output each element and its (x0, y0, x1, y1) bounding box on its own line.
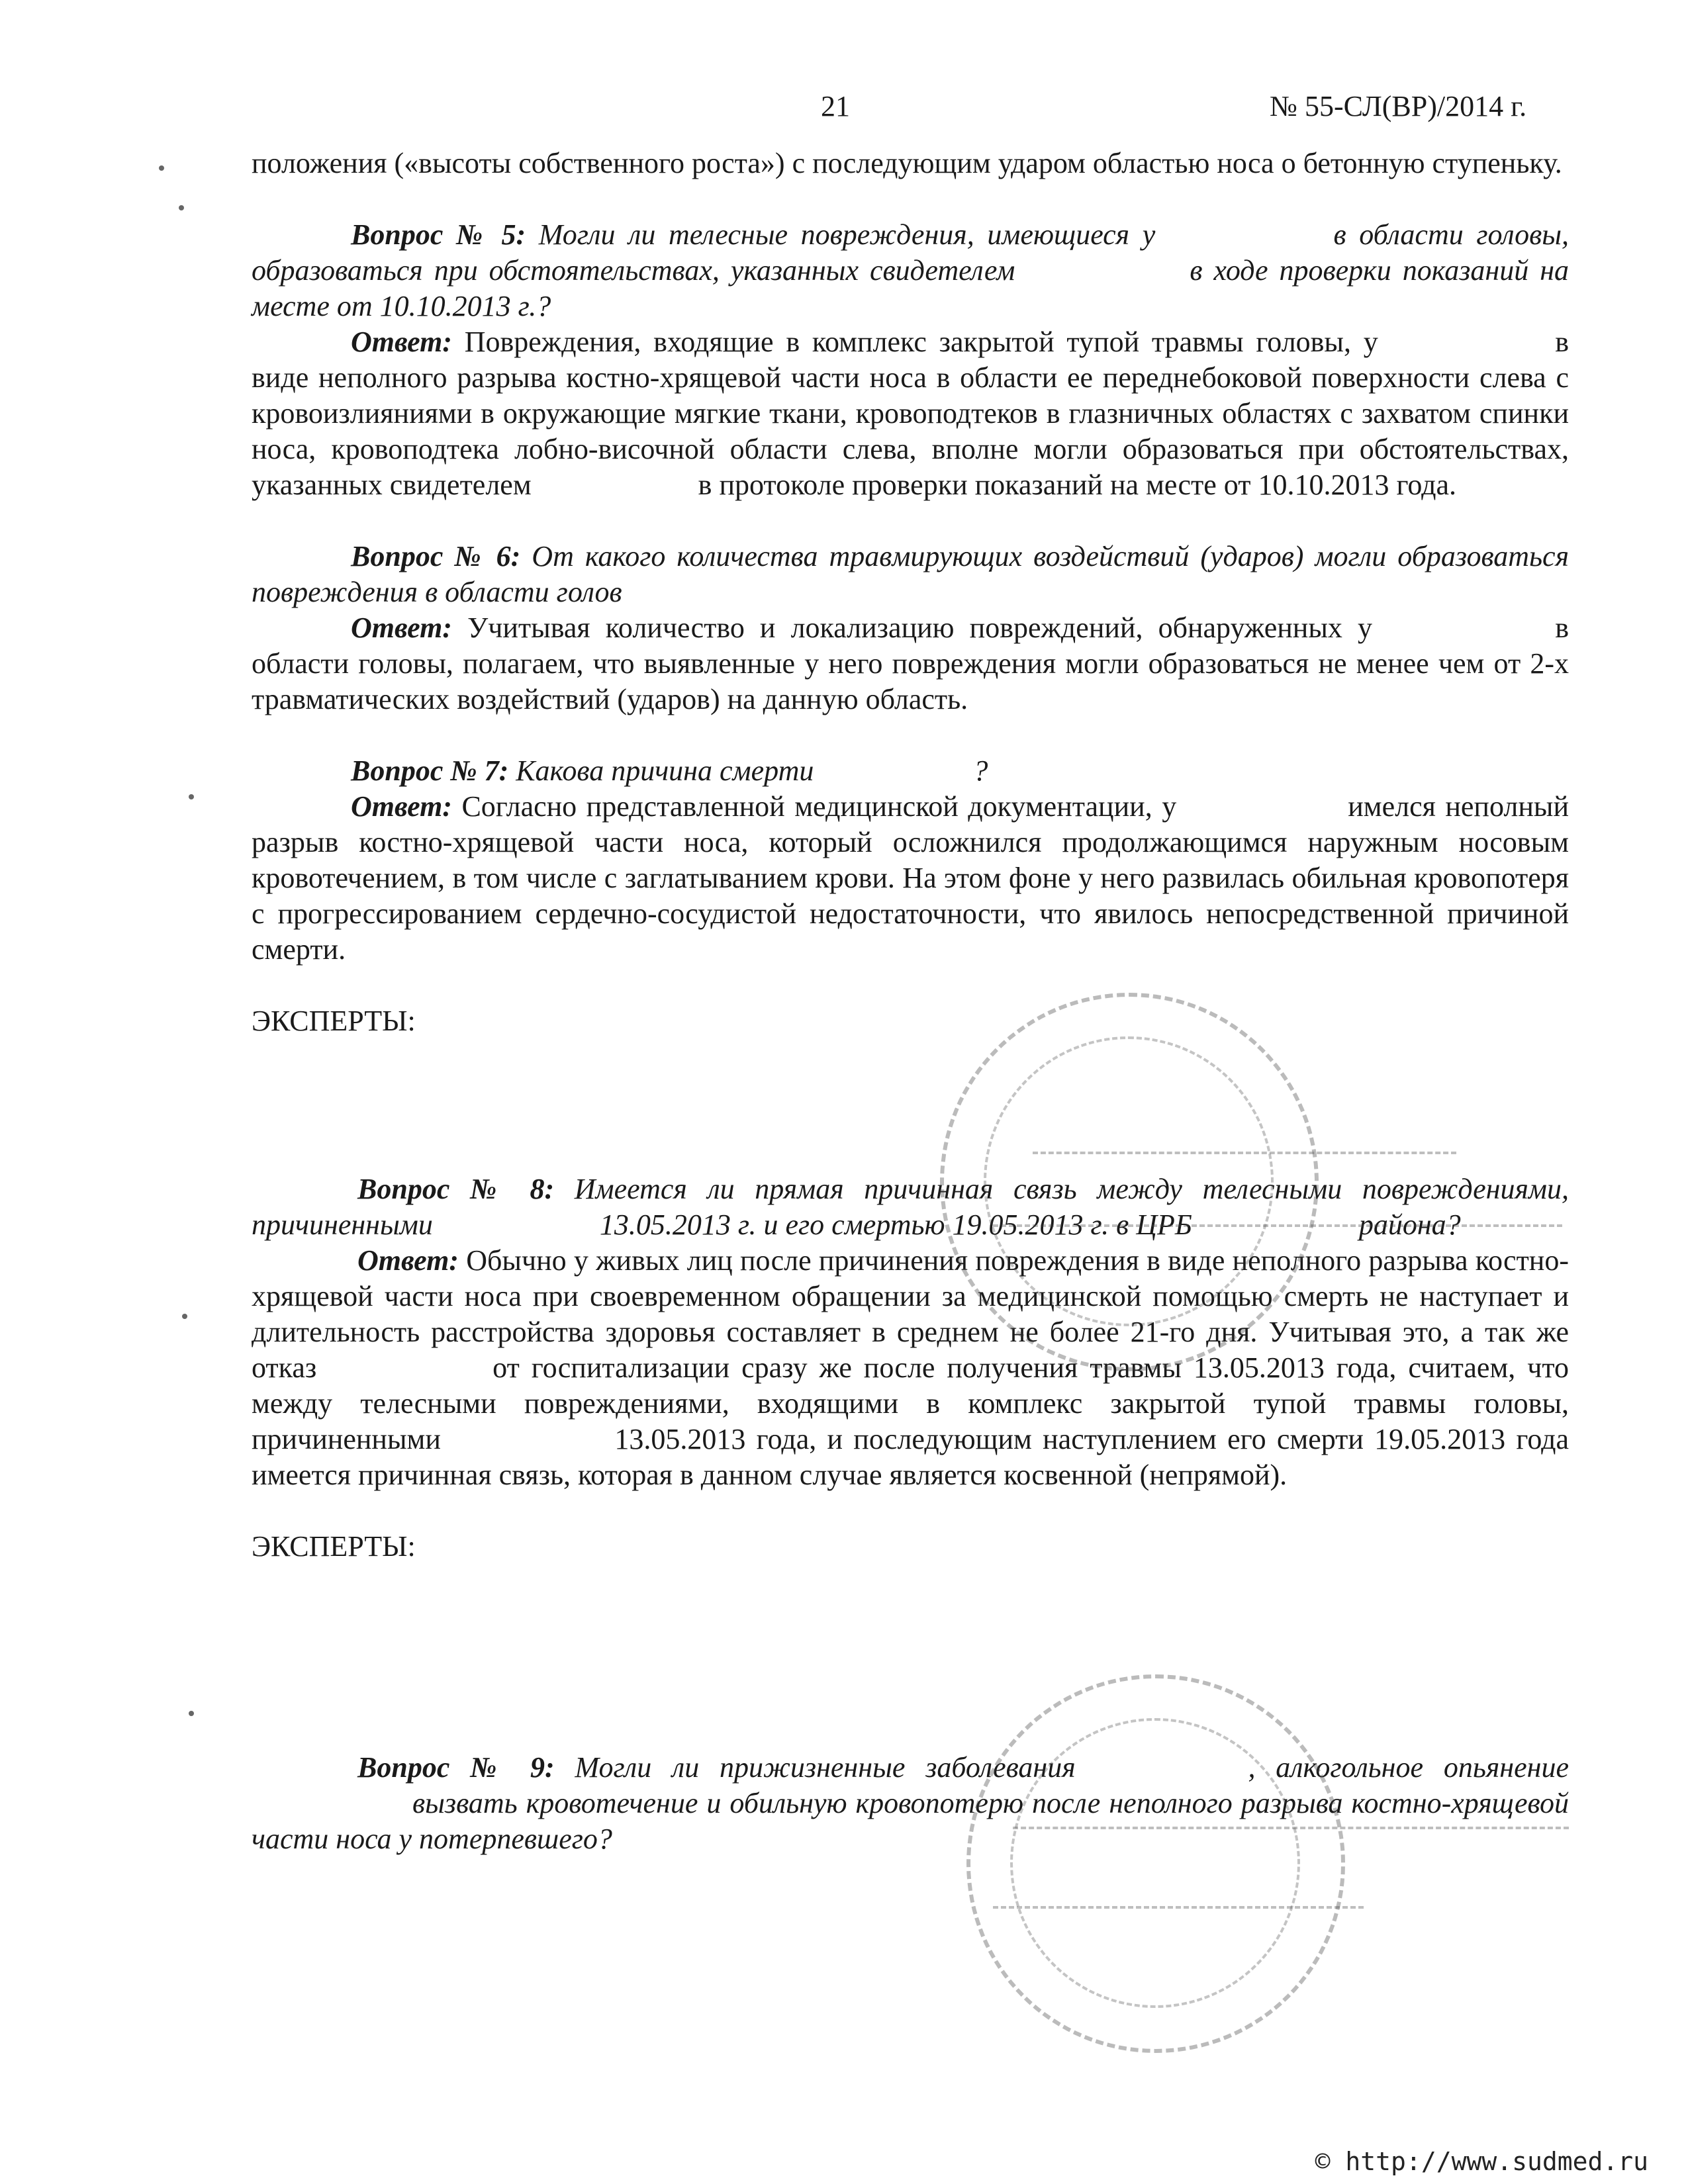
signature-line (1033, 1152, 1456, 1154)
page-number: 21 (821, 90, 850, 122)
seal-stamp-2 (966, 1674, 1345, 2053)
answer-8-text-c: 13.05.2013 года, и последующим наступлением его смерти 19.05.2013 года имеется причинная связь, которая в данном случае является косвенной (непрямой). (252, 1423, 1570, 1491)
redacted-name (539, 475, 691, 494)
redacted-name (1390, 332, 1542, 351)
experts-heading-1: ЭКСПЕРТЫ: (252, 1005, 416, 1037)
answer-7-text-a: Согласно представленной медицинской документации, у (461, 790, 1177, 823)
redacted-name (328, 1357, 481, 1377)
question-9-text-a: Могли ли прижизненные заболевания (575, 1751, 1076, 1784)
question-7-text-end: ? (973, 754, 988, 787)
answer-7-label: Ответ: (351, 790, 452, 823)
signature-line (1013, 1827, 1569, 1829)
question-9 (252, 1750, 1569, 1857)
question-9-label: Вопрос № 9: (357, 1751, 555, 1784)
answer-8-label: Ответ: (357, 1244, 459, 1277)
redacted-name (821, 760, 973, 780)
question-6 (252, 539, 1569, 610)
answer-5-text-a: Повреждения, входящие в комплекс закрытой тупой травмы головы, у (464, 326, 1378, 358)
redacted-name (440, 1214, 592, 1234)
answer-6-text-a: Учитывая количество и локализацию повреждений, обнаруженных у (467, 612, 1373, 644)
answer-8-text-a: Обычно у живых лиц после причинения повреждения в виде неполного разрыва костно-хрящевой части носа при своевременном обращении за медицинской помощью смерть не наступает и длительность расстройства здоровья составляет в среднем не более 21-го дня. Учитывая это, а так же отказ (252, 1244, 1570, 1384)
question-6-text: От какого количества травмирующих воздействий (ударов) могли образоваться повреждения в области голов (252, 540, 1570, 608)
scan-speck (182, 1314, 187, 1319)
answer-5-text-c: в протоколе проверки показаний на месте от 10.10.2013 года. (698, 469, 1457, 501)
redacted-name (1387, 617, 1540, 637)
question-7-text: Какова причина смерти (516, 754, 814, 787)
answer-5 (252, 324, 1569, 503)
experts-heading-2: ЭКСПЕРТЫ: (252, 1530, 416, 1563)
question-8-text-c: района? (1358, 1208, 1461, 1241)
redacted-name (252, 1793, 404, 1813)
question-5-text-a: Могли ли телесные повреждения, имеющиеся у (538, 218, 1156, 251)
seal-stamp-1 (940, 993, 1319, 1371)
question-6-label: Вопрос № 6: (351, 540, 521, 572)
scan-speck (189, 794, 194, 799)
document-body (252, 146, 1569, 1857)
redacted-name (622, 582, 774, 602)
question-9-text-b: , алкогольное опьянение (1248, 1751, 1570, 1784)
question-5-label: Вопрос № 5: (351, 218, 526, 251)
question-8 (252, 1171, 1569, 1243)
redacted-name (451, 1429, 604, 1449)
question-5-text-b: в области головы, образоваться при обстоятельствах, указанных свидетелем (252, 218, 1570, 287)
question-5 (252, 217, 1569, 324)
answer-8-text-b: от госпитализации сразу же после получения травмы 13.05.2013 года, считаем, что между телесными повреждениями, входящими в комплекс закрытой тупой травмы головы, причиненными (252, 1351, 1570, 1455)
document-number: № 55-СЛ(ВР)/2014 г. (1270, 90, 1527, 122)
signature-line (993, 1906, 1364, 1909)
question-8-text-b: 13.05.2013 г. и его смертью 19.05.2013 г. в ЦРБ (599, 1208, 1192, 1241)
scan-speck (189, 1711, 194, 1716)
answer-7-text-b: имелся неполный разрыв костно-хрящевой части носа, который осложнился продолжающимся наружным носовым кровотечением, в том числе с заглатыванием крови. На этом фоне у него развилась обильная кровопотеря с прогрессированием сердечно-сосудистой недостаточности, что явилось непосредственной причиной смерти. (252, 790, 1569, 966)
question-8-label: Вопрос № 8: (357, 1173, 555, 1205)
signature-line (993, 1224, 1562, 1227)
redacted-name (1168, 224, 1321, 244)
question-9-text-c: вызвать кровотечение и обильную кровопотерю после неполного разрыва костно-хрящевой части носа у потерпевшего? (252, 1787, 1570, 1855)
question-8-text-a: Имеется ли прямая причинная связь между телесными повреждениями, причиненными (252, 1173, 1570, 1241)
seal-stamp-1-inner-ring (984, 1036, 1274, 1326)
scan-speck (179, 205, 184, 210)
question-7-label: Вопрос № 7: (351, 754, 509, 787)
answer-5-label: Ответ: (351, 326, 452, 358)
redacted-name (1026, 260, 1178, 280)
answer-8 (252, 1243, 1569, 1493)
answer-7 (252, 789, 1569, 968)
intro-paragraph: положения («высоты собственного роста») с последующим ударом областью носа о бетонную ступеньку. (252, 147, 1562, 179)
footer-copyright-link[interactable]: © http://www.sudmed.ru (1315, 2147, 1648, 2176)
question-5-text-c: в ходе проверки показаний на месте от 10.10.2013 г.? (252, 254, 1570, 322)
answer-6-text-b: в области головы, полагаем, что выявленные у него повреждения могли образоваться не менее чем от 2-х травматических воздействий (ударов) на данную область. (252, 612, 1570, 715)
answer-6-label: Ответ: (351, 612, 452, 644)
question-7 (252, 753, 1569, 789)
answer-5-text-b: в виде неполного разрыва костно-хрящевой части носа в области ее переднебоковой поверхности слева с кровоизлияниями в окружающие мягкие ткани, кровоподтеков в глазничных областях с захватом спинки носа, кровоподтека лобно-височной области слева, вполне могли образоваться при обстоятельствах, указанных свидетелем (252, 326, 1570, 501)
redacted-name (1186, 796, 1338, 816)
answer-6 (252, 610, 1569, 717)
seal-stamp-2-inner-ring (1010, 1718, 1300, 2008)
scan-speck (159, 165, 164, 171)
